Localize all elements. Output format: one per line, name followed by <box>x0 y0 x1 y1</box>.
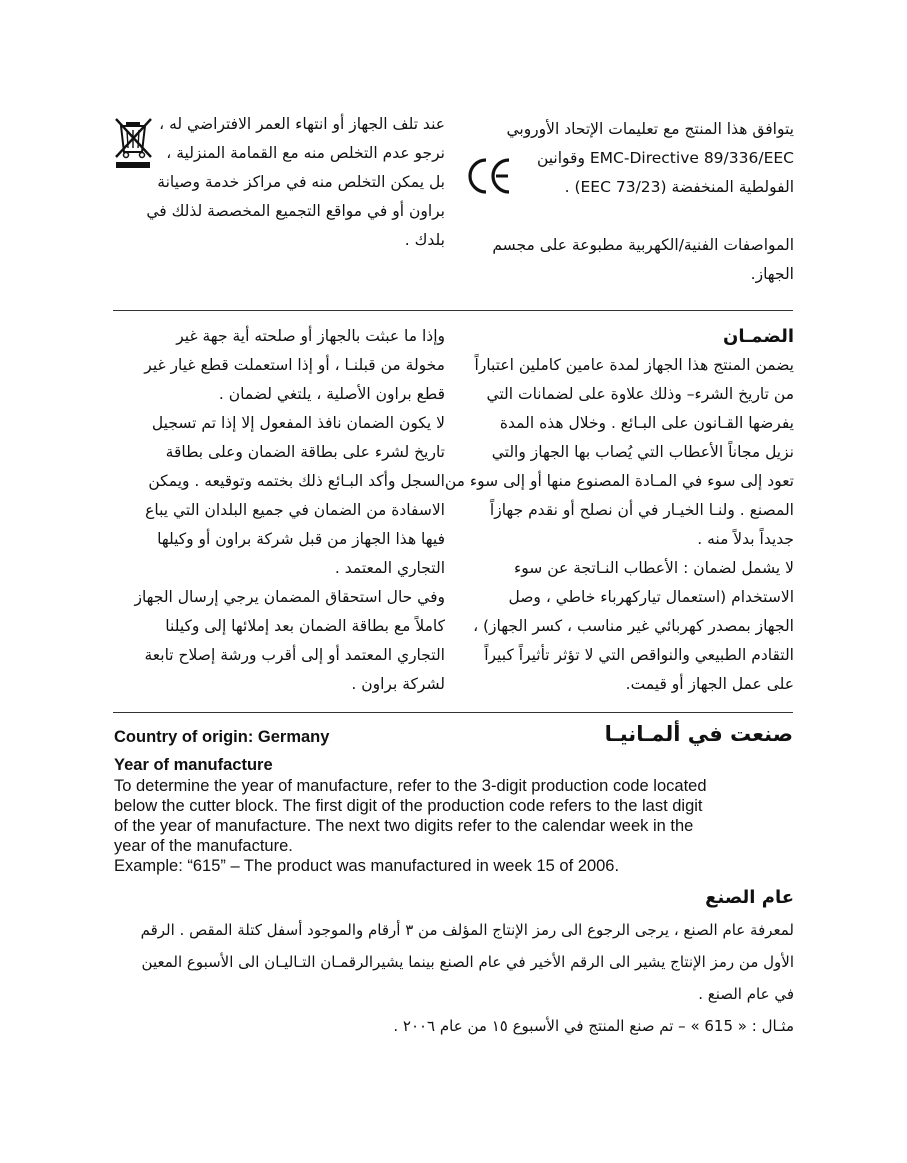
disposal-line: بل يمكن التخلص منه في مراكز خدمة وصيانة <box>157 173 445 191</box>
warranty-line: يفرضها القـانون على البـائع . وخلال هذه المدة <box>499 414 794 432</box>
divider <box>113 310 793 311</box>
manufacture-en-line: of the year of manufacture. The next two digits refer to the calendar week in the <box>114 817 694 835</box>
manufacture-ar-line: في عام الصنع . <box>698 985 794 1003</box>
warranty-line: وإذا ما عبثت بالجهاز أو صلحته أية جهة غير <box>176 327 445 345</box>
warranty-line: فيها هذا الجهاز من قبل شركة براون أو وكيلها <box>157 530 445 548</box>
ce-compliance-block <box>492 115 794 289</box>
disposal-line: بلدك . <box>404 231 445 249</box>
warranty-line: كاملاً مع بطاقة الضمان بعد إملائها إلى وكيلنا <box>165 617 445 635</box>
ce-line: المواصفات الفنية/الكهربية مطبوعة على مجسم <box>492 236 794 254</box>
manufacture-en-line: below the cutter block. The first digit of the production code refers to the last digit <box>114 797 703 815</box>
warranty-line: مخولة من قبلنـا ، أو إذا استعملت قطع غيار غير <box>144 356 445 374</box>
disposal-line: نرجو عدم التخلص منه مع القمامة المنزلية ، <box>166 144 445 162</box>
manufacture-ar-line: لمعرفة عام الصنع ، يرجى الرجوع الى رمز الإنتاج المؤلف من ٣ أرقام والموجود أسفل كتلة المقص . الرقم <box>140 921 794 939</box>
ce-line: الجهاز. <box>750 265 794 283</box>
country-of-origin-ar: صنعت في ألمـانيـا <box>604 722 793 746</box>
manufacture-en-heading: Year of manufacture <box>114 756 273 774</box>
warranty-line: التجاري المعتمد أو إلى أقرب ورشة إصلاح تابعة <box>144 646 445 664</box>
warranty-line: نزيل مجاناً الأعطاب التي يُصاب بها الجهاز والتي <box>491 443 794 461</box>
warranty-line: السجل وأكد البـائع ذلك بختمه وتوقيعه . ويمكن <box>148 472 445 490</box>
manufacture-ar-heading: عام الصنع <box>705 887 794 908</box>
manufacture-en-line: year of the manufacture. <box>114 837 293 855</box>
manufacture-en-line: Example: “615” – The product was manufactured in week 15 of 2006. <box>114 857 620 875</box>
warranty-line: وفي حال استحقاق المضمان يرجي إرسال الجهاز <box>134 588 445 606</box>
warranty-line: تاريخ لشرء على بطاقة الضمان وعلى بطاقة <box>165 443 445 461</box>
ce-line: EMC-Directive 89/336/EEC وقوانين <box>536 149 794 167</box>
warranty-line: لا يكون الضمان نافذ المفعول إلا إذا تم تسجيل <box>151 414 445 432</box>
warranty-line: تعود إلى سوء في المـادة المصنوع منها أو إلى سوء من <box>444 472 794 490</box>
warranty-line: الاسفادة من الضمان في جميع البلدان التي يباع <box>145 501 445 519</box>
ce-line: الفولطية المنخفضة (73/23 EEC) . <box>564 178 794 196</box>
warranty-line: جديداً بدلاً منه . <box>697 530 794 548</box>
disposal-line: عند تلف الجهاز أو انتهاء العمر الافتراضي له ، <box>159 115 445 133</box>
manufacture-en-line: To determine the year of manufacture, refer to the 3-digit production code located <box>114 777 707 795</box>
warranty-line: لشركة براون . <box>351 675 445 693</box>
warranty-left-block <box>110 322 445 699</box>
disposal-block <box>146 110 445 255</box>
warranty-line: على عمل الجهاز أو قيمت. <box>625 675 794 693</box>
warranty-line: يضمن المنتج هذا الجهاز لمدة عامين كاملين اعتباراً <box>474 356 794 374</box>
country-of-origin-en: Country of origin: Germany <box>114 728 330 746</box>
ce-line: يتوافق هذا المنتج مع تعليمات الإتحاد الأوروبي <box>506 120 794 138</box>
warranty-line: الجهاز بمصدر كهربائي غير مناسب ، كسر الجهاز) ، <box>473 617 794 635</box>
warranty-line: المصنع . ولنـا الخيـار في أن نصلح أو نقدم جهازاً <box>489 501 794 519</box>
manufacture-ar-line: الأول من رمز الإنتاج يشير الى الرقم الأخير في عام الصنع بينما يشيرالرقمـان التـاليـان الى الأسبوع المعين <box>141 953 794 971</box>
divider <box>113 712 793 713</box>
warranty-line: التجاري المعتمد . <box>334 559 445 577</box>
crossed-out-bin-icon <box>113 116 157 170</box>
warranty-heading: الضمـان <box>722 326 794 347</box>
manufacture-ar-line: مثـال : « 615 » – تم صنع المنتج في الأسبوع ١٥ من عام ٢٠٠٦ . <box>393 1017 794 1035</box>
manufacture-en-block <box>114 754 804 876</box>
manufacture-ar-block <box>104 882 794 1042</box>
warranty-line: من تاريخ الشرء– وذلك علاوة على لضمانات التي <box>486 385 794 403</box>
warranty-line: قطع براون الأصلية ، يلتغي لضمان . <box>218 385 445 403</box>
warranty-right-block <box>444 322 794 699</box>
warranty-line: التقادم الطبيعي والنواقص التي لا تؤثر تأثيراً كبيراً <box>484 646 794 664</box>
disposal-line: براون أو في مواقع التجميع المخصصة لذلك في <box>146 202 445 220</box>
warranty-line: لا يشمل لضمان : الأعطاب النـاتجة عن سوء <box>514 559 794 577</box>
ce-mark-icon <box>465 152 513 200</box>
warranty-line: الاستخدام (استعمال تياركهرباء خاطي ، وصل <box>508 588 794 606</box>
